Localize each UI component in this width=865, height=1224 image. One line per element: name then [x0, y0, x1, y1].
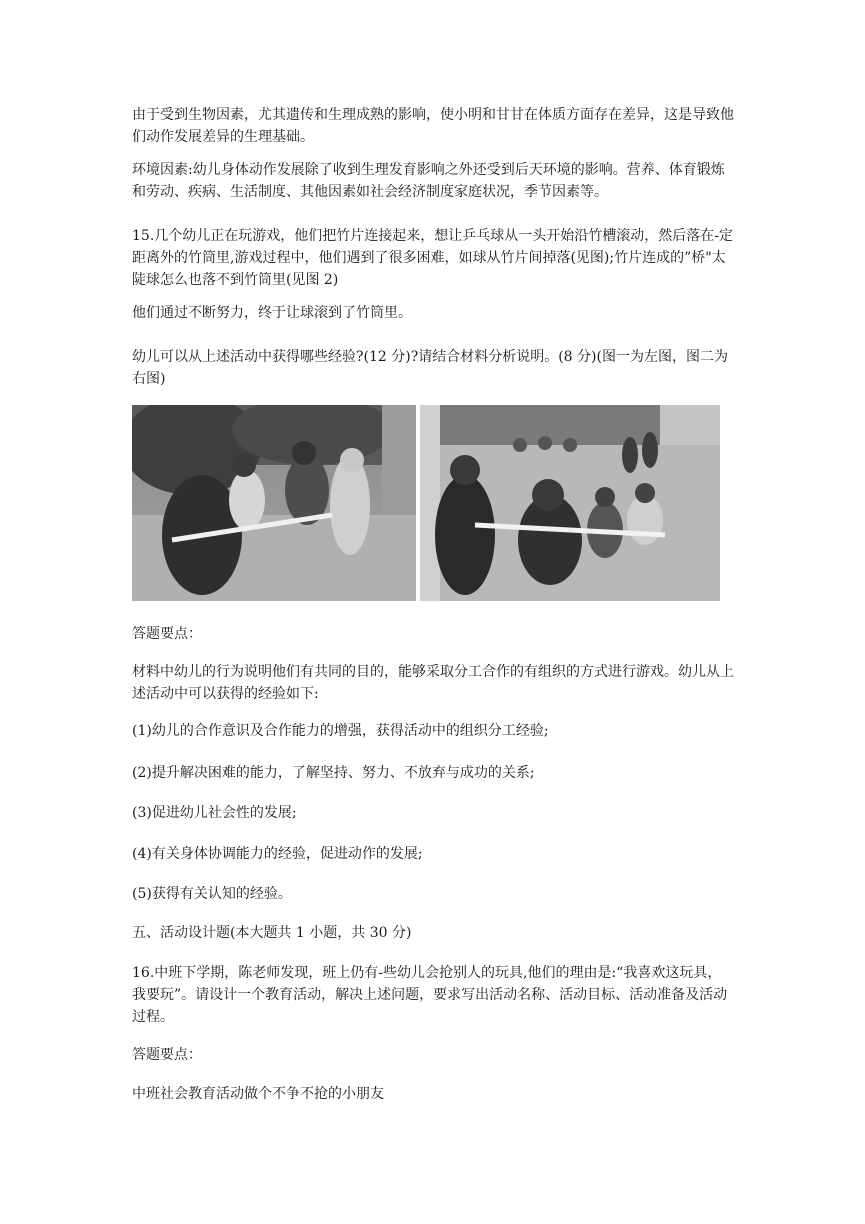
photo-right [420, 405, 720, 601]
paragraph-effort: 他们通过不断努力，终于让球滚到了竹筒里。 [132, 305, 412, 321]
activity-title: 中班社会教育活动做个不争不抢的小朋友 [132, 1086, 384, 1102]
answer-intro: 材料中幼儿的行为说明他们有共同的目的，能够采取分工合作的有组织的方式进行游戏。幼儿从上述活动中可以获得的经验如下: [132, 664, 734, 702]
answer-point-5: (5)获得有关认知的经验。 [132, 886, 292, 902]
question-15-photos [132, 405, 720, 601]
section-five-heading: 五、活动设计题(本大题共 1 小题，共 30 分) [132, 925, 412, 941]
question-15-prompt: 幼儿可以从上述活动中获得哪些经验?(12 分)?请结合材料分析说明。(8 分)(图一为左图，图二为右图) [132, 349, 728, 387]
answer-point-4: (4)有关身体协调能力的经验，促进动作的发展; [132, 846, 423, 862]
photo-left [132, 405, 416, 601]
photo-right-image [420, 405, 720, 601]
photo-left-image [132, 405, 416, 601]
answer-points-heading-2: 答题要点： [132, 1047, 202, 1063]
question-15-text: 15.几个幼儿正在玩游戏，他们把竹片连接起来，想让乒乓球从一头开始沿竹槽滚动，然后落在-定距离外的竹筒里,游戏过程中，他们遇到了很多困难，如球从竹片间掉落(见图);竹片连成的”桥"太陡球怎么也落不到竹筒里(见图 2) [132, 228, 733, 288]
question-16-text: 16.中班下学期，陈老师发现，班上仍有-些幼儿会抢别人的玩具,他们的理由是:“我喜欢这玩具，我要玩”。请设计一个教育活动，解决上述问题，要求写出活动名称、活动目标、活动准备及活动过程。 [132, 965, 728, 1025]
answer-point-3: (3)促进幼儿社会性的发展; [132, 805, 297, 821]
answer-point-1: (1)幼儿的合作意识及合作能力的增强，获得活动中的组织分工经验; [132, 723, 549, 739]
answer-point-2: (2)提升解决困难的能力，了解坚持、努力、不放弃与成功的关系; [132, 765, 535, 781]
answer-points-heading: 答题要点： [132, 626, 202, 642]
paragraph-environmental-factors: 环境因素:幼儿身体动作发展除了收到生理发育影响之外还受到后天环境的影响。营养、体育锻炼和劳动、疾病、生活制度、其他因素如社会经济制度家庭状况，季节因素等。 [132, 162, 725, 200]
paragraph-biological-factors: 由于受到生物因素，尤其遗传和生理成熟的影响，使小明和甘甘在体质方面存在差异，这是导致他们动作发展差异的生理基础。 [132, 107, 734, 145]
